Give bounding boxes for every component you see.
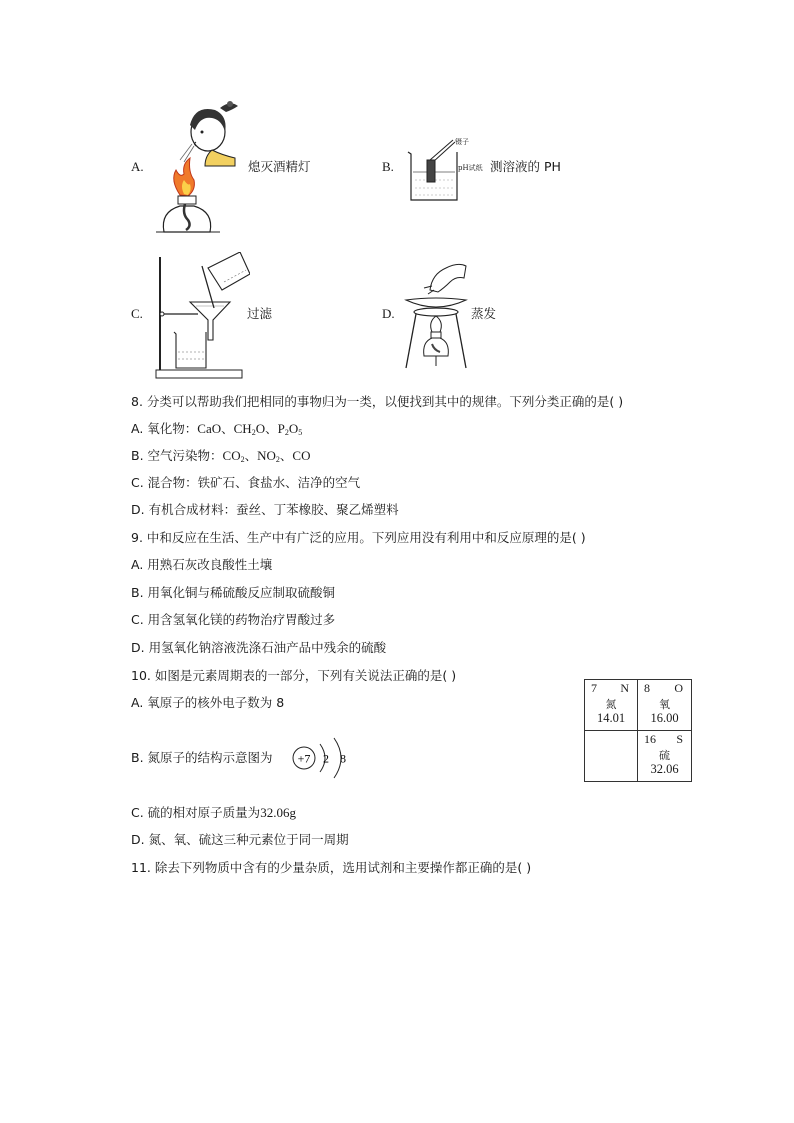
q8-option-c[interactable]: C. 混合物：铁矿石、食盐水、洁净的空气 (131, 475, 361, 490)
q8-option-d[interactable]: D. 有机合成材料：蚕丝、丁苯橡胶、聚乙烯塑料 (131, 502, 399, 517)
nitrogen-atom-structure-diagram (290, 730, 360, 786)
q7-option-c-letter: C. (131, 306, 143, 321)
chemical-formula (234, 421, 265, 436)
q8-b-formulas (223, 448, 311, 463)
atom-shell-1-electrons: 2 (323, 751, 329, 766)
q8-option-b[interactable]: B. 空气污染物：$CO_2$、$NO_2$、CO (131, 448, 311, 464)
q9-option-b[interactable]: B. 用氧化铜与稀硫酸反应制取硫酸铜 (131, 585, 336, 600)
q9-option-a[interactable]: A. 用熟石灰改良酸性土壤 (131, 557, 273, 572)
formula-subscript: 2 (275, 455, 280, 464)
formula-element: O (288, 421, 299, 436)
q8-stem: 8. 分类可以帮助我们把相同的事物归为一类，以便找到其中的规律。下列分类正确的是( ) (131, 394, 624, 409)
element-cell-sulfur: 16 S 硫 32.06 (644, 732, 683, 776)
formula-separator: 、 (221, 421, 234, 436)
atom-nucleus-charge: +7 (297, 751, 311, 766)
formula-element: CH (233, 421, 252, 436)
q9-option-c[interactable]: C. 用含氢氧化镁的药物治疗胃酸过多 (131, 612, 336, 627)
q10-option-d[interactable]: D. 氮、氧、硫这三种元素位于同一周期 (131, 832, 349, 847)
formula-element: CaO (197, 421, 222, 436)
q7-option-b-label: 测溶液的 PH (490, 159, 561, 174)
ph-paper-label: pH试纸 (458, 164, 483, 172)
q7-option-d-letter: D. (382, 306, 395, 321)
q10-option-a[interactable]: A. 氧原子的核外电子数为 8 (131, 695, 285, 710)
element-cell-nitrogen: 7 N 氮 14.01 (585, 680, 638, 731)
q11-stem: 11. 除去下列物质中含有的少量杂质，选用试剂和主要操作都正确的是( ) (131, 860, 532, 875)
extinguish-lamp-illustration (150, 100, 245, 235)
q7-option-a-letter: A. (131, 159, 144, 174)
formula-subscript: 2 (284, 428, 289, 437)
chemical-formula (292, 448, 310, 463)
element-cell-empty (585, 731, 638, 781)
q8-option-a[interactable]: A. 氧化物：CaO、$CH_2O$、$P_2O_5$ (131, 421, 303, 437)
formula-element: CO (292, 448, 311, 463)
q10-option-b[interactable]: B. 氮原子的结构示意图为 (131, 750, 273, 765)
formula-subscript: 2 (251, 428, 256, 437)
q9-option-d[interactable]: D. 用氢氧化钠溶液洗涤石油产品中残余的硫酸 (131, 640, 387, 655)
filtration-illustration (150, 252, 250, 380)
chemical-formula (257, 448, 280, 463)
formula-element: NO (257, 448, 276, 463)
q10-stem: 10. 如图是元素周期表的一部分，下列有关说法正确的是( ) (131, 668, 457, 683)
formula-separator: 、 (244, 448, 258, 463)
formula-separator: 、 (265, 421, 278, 436)
q8-a-formulas (197, 421, 302, 436)
periodic-table-excerpt (584, 679, 692, 782)
chemical-formula (278, 421, 303, 436)
formula-element: CO (222, 448, 241, 463)
formula-separator: 、 (279, 448, 293, 463)
q7-option-c-label: 过滤 (247, 306, 273, 321)
chemical-formula (197, 421, 221, 436)
element-cell-oxygen: 8 O 氧 16.00 (638, 680, 691, 731)
formula-subscript: 5 (298, 428, 303, 437)
q7-option-d-label: 蒸发 (471, 306, 497, 321)
atom-shell-2-electrons: 8 (340, 751, 346, 766)
evaporation-illustration (402, 256, 470, 372)
q9-stem: 9. 中和反应在生活、生产中有广泛的应用。下列应用没有利用中和反应原理的是( ) (131, 530, 586, 545)
tweezers-label: 镊子 (455, 138, 469, 146)
q10-option-c[interactable]: C. 硫的相对原子质量为32.06g (131, 805, 296, 820)
formula-element: P (277, 421, 285, 436)
formula-subscript: 2 (240, 455, 245, 464)
q7-option-a-label: 熄灭酒精灯 (248, 159, 311, 174)
chemical-formula (223, 448, 245, 463)
q7-option-b-letter: B. (382, 159, 394, 174)
formula-element: O (255, 421, 266, 436)
